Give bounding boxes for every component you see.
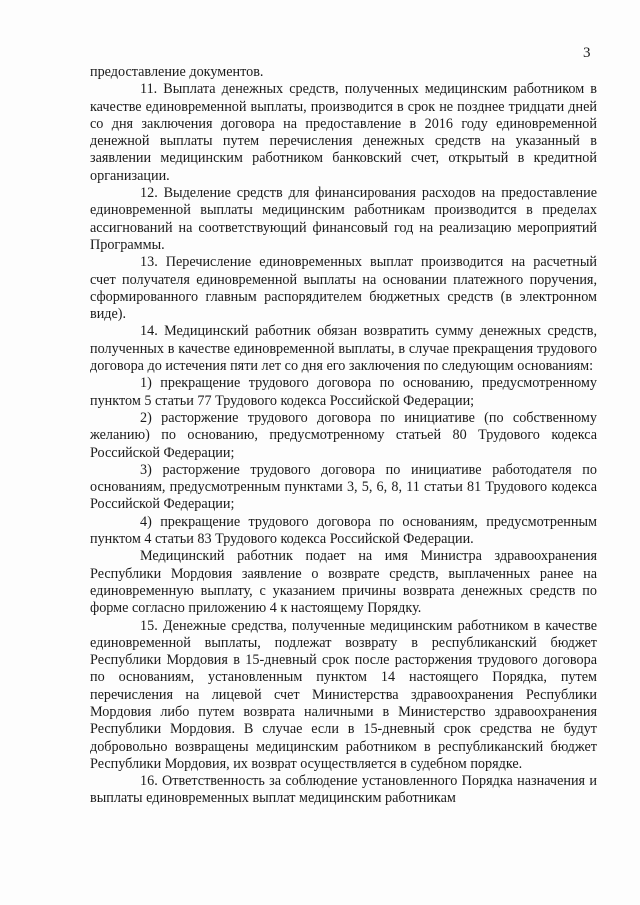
paragraph-subitem-2: 2) расторжение трудового договора по инициативе (по собственному желанию) по основанию, предусмотренному статьей 80 Трудового кодекса Российской Федерации;	[90, 409, 597, 461]
paragraph-item-12: 12. Выделение средств для финансирования расходов на предоставление единовременной выплаты медицинским работникам производится в пределах ассигнований на соответствующий финансовый год на реализацию мероприятий Программы.	[90, 185, 597, 253]
page-number: 3	[583, 45, 591, 61]
document-body	[90, 64, 597, 808]
paragraph-item-14: 14. Медицинский работник обязан возвратить сумму денежных средств, полученных в качестве единовременной выплаты, в случае прекращения трудового договора до истечения пяти лет со дня его заключения по следующим основаниям:	[90, 323, 597, 375]
paragraph-subitem-4: 4) прекращение трудового договора по основаниям, предусмотренным пунктом 4 статьи 83 Трудового кодекса Российской Федерации.	[90, 513, 597, 548]
paragraph-item-11: 11. Выплата денежных средств, полученных медицинским работником в качестве единовременной выплаты, производится в срок не позднее тридцати дней со дня заключения договора на предоставление в 2016 году единовременной денежной выплаты путем перечисления денежных средств на указанный в заявлении медицинским работником банковский счет, открытый в кредитной организации.	[90, 81, 597, 184]
paragraph-continuation: предоставление документов.	[90, 64, 264, 80]
paragraph-return-application: Медицинский работник подает на имя Министра здравоохранения Республики Мордовия заявление о возврате средств, выплаченных ранее на единовременную выплату, с указанием причины возврата денежных средств по форме согласно приложению 4 к настоящему Порядку.	[90, 548, 597, 617]
paragraph-subitem-1: 1) прекращение трудового договора по основанию, предусмотренному пунктом 5 статьи 77 Трудового кодекса Российской Федерации;	[90, 375, 597, 409]
paragraph-subitem-3: 3) расторжение трудового договора по инициативе работодателя по основаниям, предусмотренным пунктами 3, 5, 6, 8, 11 статьи 81 Трудового кодекса Российской Федерации;	[90, 461, 597, 513]
paragraph-item-16: 16. Ответственность за соблюдение установленного Порядка назначения и выплаты единовременных выплат медицинским работникам	[90, 773, 597, 807]
paragraph-item-15: 15. Денежные средства, полученные медицинским работником в качестве единовременной выплаты, подлежат возврату в республиканский бюджет Республики Мордовия в 15-дневный срок после расторжения трудового договора по основаниям, установленным пунктом 14 настоящего Порядка, путем перечисления на лицевой счет Министерства здравоохранения Республики Мордовия либо путем возврата наличными в Министерство здравоохранения Республики Мордовия. В случае если в 15-дневный срок средства не будут добровольно возвращены медицинским работником в республиканский бюджет Республики Мордовия, их возврат осуществляется в судебном порядке.	[90, 617, 597, 772]
paragraph-item-13: 13. Перечисление единовременных выплат производится на расчетный счет получателя единовременной выплаты на основании платежного поручения, сформированного главным распорядителем бюджетных средств (в электронном виде).	[90, 254, 597, 323]
